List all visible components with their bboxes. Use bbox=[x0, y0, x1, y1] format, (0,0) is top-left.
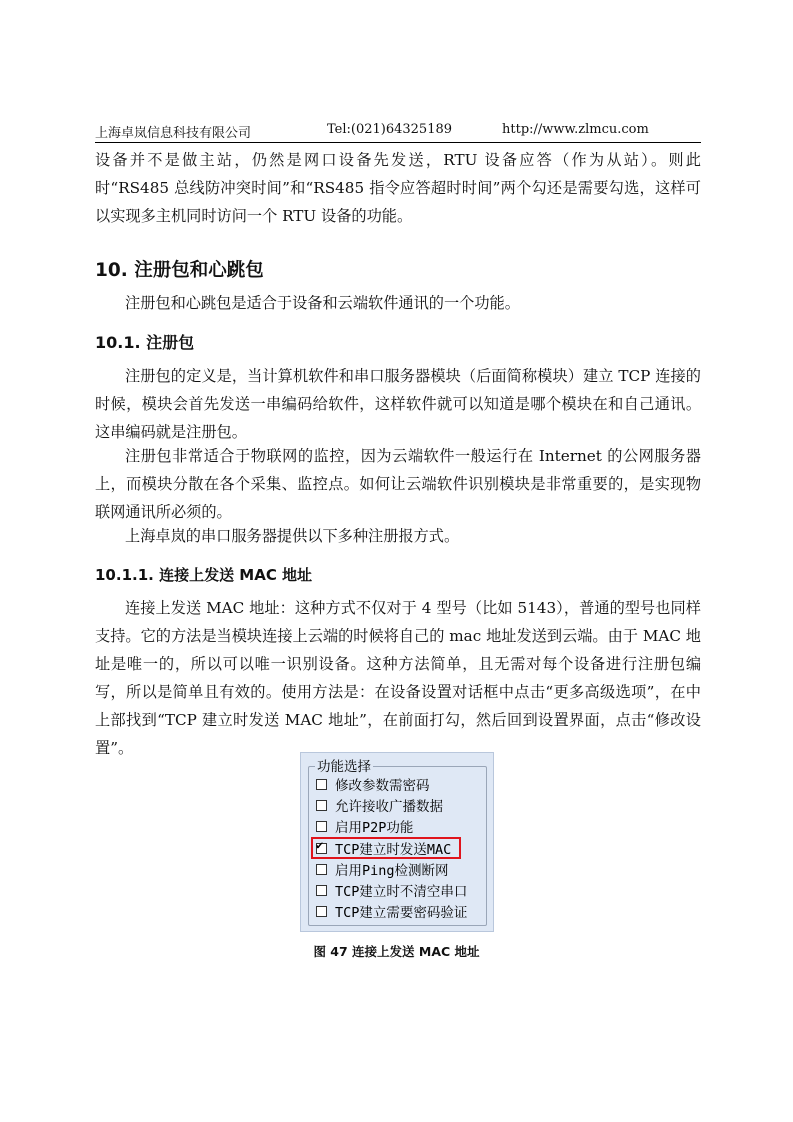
section-10-paragraph: 注册包和心跳包是适合于设备和云端软件通讯的一个功能。 bbox=[125, 294, 520, 312]
option-label: 允许接收广播数据 bbox=[335, 799, 443, 815]
function-select-screenshot bbox=[300, 752, 494, 932]
section-10-1-paragraph-1: 注册包的定义是，当计算机软件和串口服务器模块（后面简称模块）建立 TCP 连接的时候，模块会首先发送一串编码给软件，这样软件就可以知道是哪个模块在和自己通讯。这串编码就是注册包。 bbox=[95, 367, 701, 441]
checkbox[interactable] bbox=[316, 906, 327, 917]
option-no-clear-serial[interactable] bbox=[316, 881, 467, 899]
section-10-1-paragraph-3: 上海卓岚的串口服务器提供以下多种注册报方式。 bbox=[125, 527, 460, 545]
check-mark-icon: ✔ bbox=[316, 837, 324, 852]
figure-caption: 图 47 连接上发送 MAC 地址 bbox=[313, 944, 480, 959]
intro-paragraph: 设备并不是做主站，仍然是网口设备先发送，RTU 设备应答（作为从站）。则此时“RS485 总线防冲突时间”和“RS485 指令应答超时时间”两个勾还是需要勾选，这样可以实现多主机同时访问一个 RTU 设备的功能。 bbox=[95, 151, 701, 225]
function-select-title: 功能选择 bbox=[315, 755, 373, 775]
option-password-required[interactable] bbox=[316, 775, 430, 793]
header-company: 上海卓岚信息科技有限公司 bbox=[95, 126, 252, 141]
option-label: TCP建立需要密码验证 bbox=[335, 905, 468, 921]
option-allow-broadcast[interactable] bbox=[316, 796, 443, 814]
option-label: 修改参数需密码 bbox=[335, 778, 430, 794]
section-10-1-paragraph-2: 注册包非常适合于物联网的监控，因为云端软件一般运行在 Internet 的公网服务器上，而模块分散在各个采集、监控点。如何让云端软件识别模块是非常重要的，是实现物联网通讯所必须的。 bbox=[95, 447, 701, 521]
section-10-1-1-paragraph: 连接上发送 MAC 地址：这种方式不仅对于 4 型号（比如 5143），普通的型号也同样支持。它的方法是当模块连接上云端的时候将自己的 mac 地址发送到云端。由于 MAC 地址是唯一的，所以可以唯一识别设备。这种方法简单，且无需对每个设备进行注册包编写，所以是简单且有效的。使用方法是：在设备设置对话框中点击“更多高级选项”，在中上部找到“TCP 建立时发送 MAC 地址”，在前面打勾，然后回到设置界面，点击“修改设置”。 bbox=[95, 599, 701, 757]
option-label: TCP建立时不清空串口 bbox=[335, 884, 468, 900]
checkbox[interactable] bbox=[316, 800, 327, 811]
option-label: TCP建立时发送MAC bbox=[335, 842, 452, 858]
header-website: http://www.zlmcu.com bbox=[502, 122, 649, 137]
highlight-box bbox=[311, 837, 461, 859]
page-header bbox=[95, 120, 701, 143]
section-10-1-title: 10.1. 注册包 bbox=[95, 333, 195, 352]
checkbox[interactable] bbox=[316, 779, 327, 790]
section-10-1-1-title: 10.1.1. 连接上发送 MAC 地址 bbox=[95, 566, 313, 584]
checkbox[interactable] bbox=[316, 885, 327, 896]
section-10-title: 10. 注册包和心跳包 bbox=[95, 260, 264, 281]
checkbox[interactable] bbox=[316, 864, 327, 875]
checkbox[interactable] bbox=[316, 821, 327, 832]
option-tcp-password-verify[interactable] bbox=[316, 902, 467, 920]
header-tel: Tel:(021)64325189 bbox=[327, 122, 453, 137]
option-label: 启用Ping检测断网 bbox=[335, 863, 449, 879]
option-enable-p2p[interactable] bbox=[316, 817, 413, 835]
option-label: 启用P2P功能 bbox=[335, 820, 414, 836]
option-ping-detect[interactable] bbox=[316, 860, 449, 878]
